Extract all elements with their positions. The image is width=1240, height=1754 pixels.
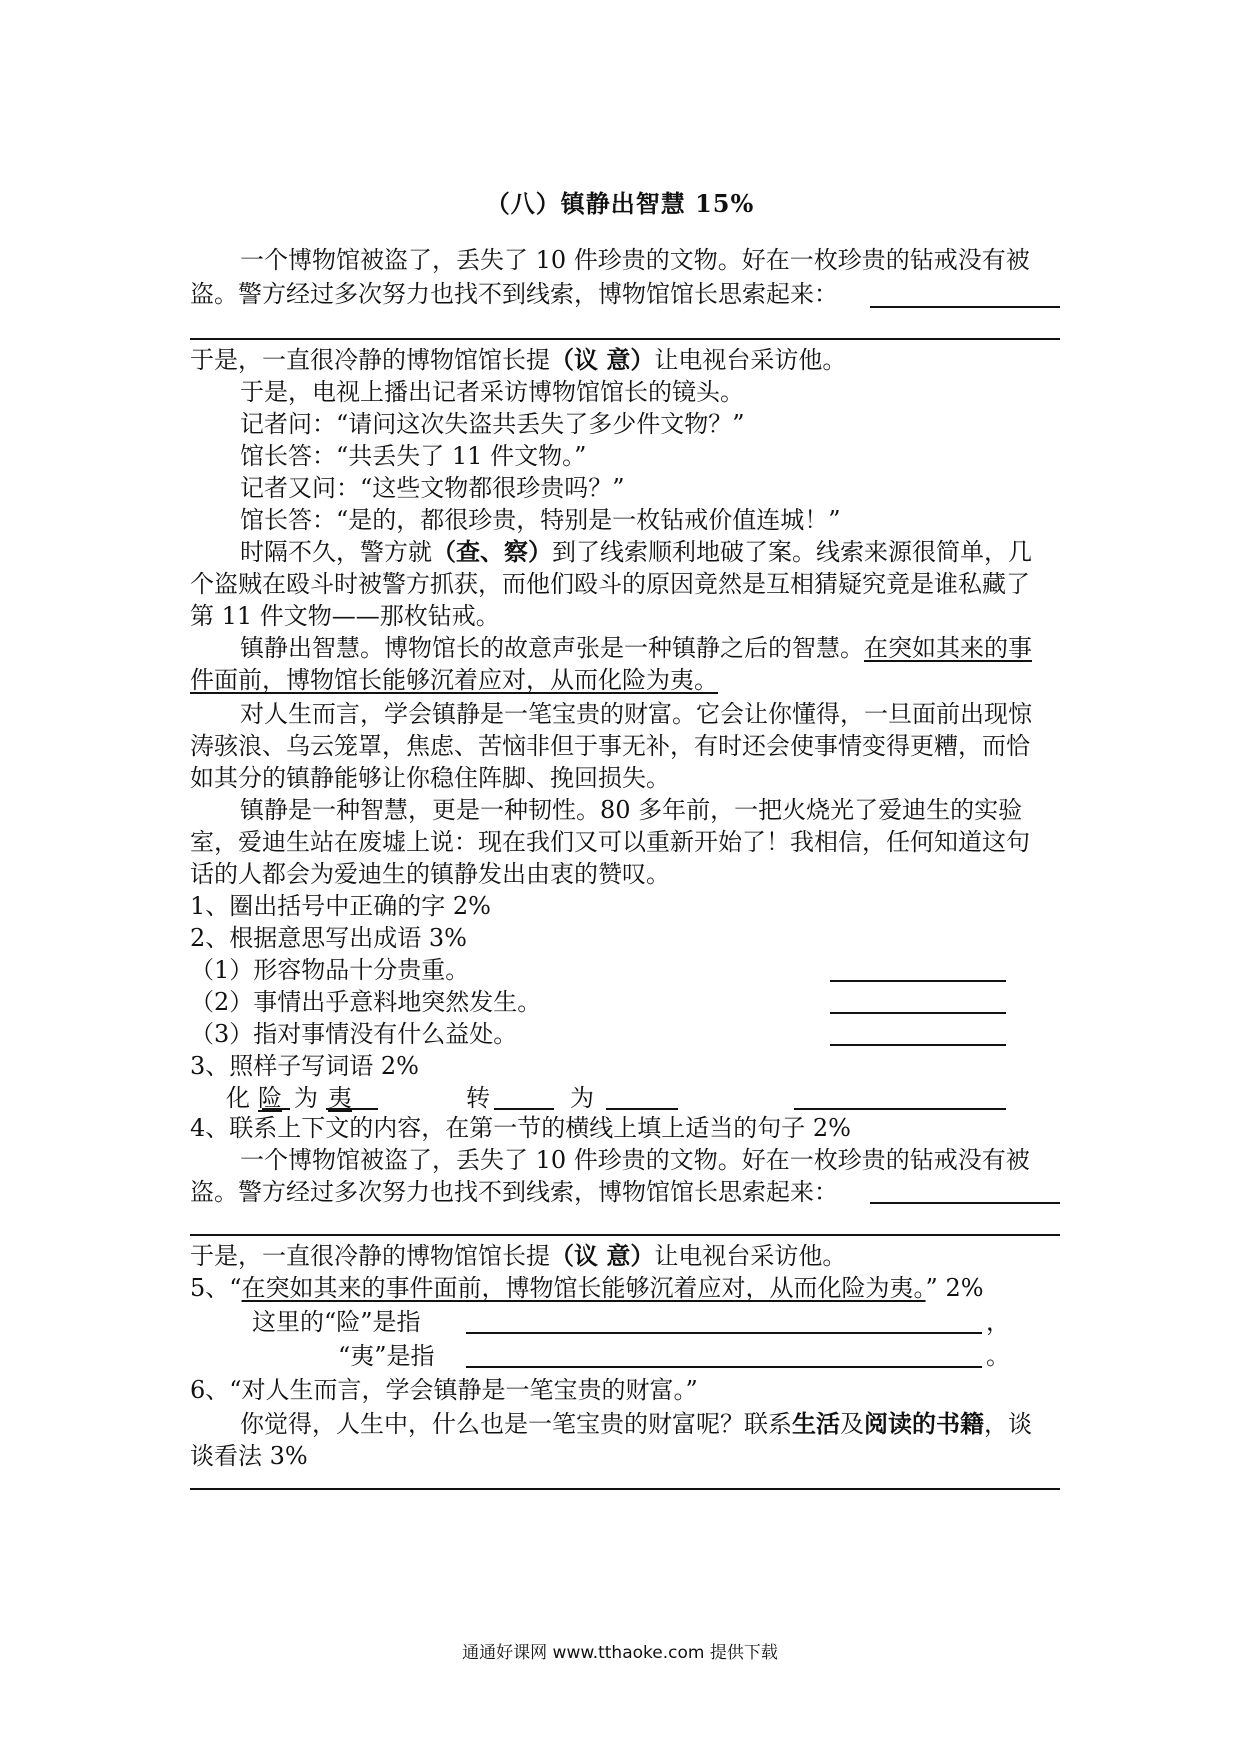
answer-blank[interactable] xyxy=(830,1044,1006,1046)
passage-line: 室，爱迪生站在废墟上说：现在我们又可以重新开始了！我相信，任何知道这句 xyxy=(190,828,1030,856)
answer-line[interactable] xyxy=(190,1234,1060,1236)
fill-word-wei: 为 xyxy=(570,1084,594,1112)
choice-bracket[interactable]: （议 意） xyxy=(550,345,655,374)
answer-blank[interactable] xyxy=(830,1012,1006,1014)
answer-line[interactable] xyxy=(190,338,1060,340)
passage-line: 镇静是一种智慧，更是一种韧性。80 多年前，一把火烧光了爱迪生的实验 xyxy=(240,796,1023,824)
question-4-line: 于是，一直很冷静的博物馆馆长提（议 意）让电视台采访他。 xyxy=(190,1241,847,1270)
passage-line: 盗。警方经过多次努力也找不到线索，博物馆馆长思索起来： xyxy=(190,280,838,308)
answer-blank[interactable] xyxy=(830,980,1006,982)
passage-line: 一个博物馆被盗了，丢失了 10 件珍贵的文物。好在一枚珍贵的钻戒没有被 xyxy=(240,246,1030,274)
choice-bracket[interactable]: （查、察） xyxy=(432,537,552,566)
underlined-sentence: 在突如其来的事 xyxy=(864,634,1032,662)
question-2: 2、根据意思写出成语 3% xyxy=(190,924,467,952)
answer-blank[interactable] xyxy=(466,1366,982,1368)
question-4: 4、联系上下文的内容，在第一节的横线上填上适当的句子 2% xyxy=(190,1114,851,1142)
answer-blank[interactable] xyxy=(606,1108,678,1110)
question-2-item-1: （1）形容物品十分贵重。 xyxy=(190,956,470,984)
passage-line: 记者问：“请问这次失盗共丢失了多少件文物？” xyxy=(240,410,745,438)
passage-line: 馆长答：“共丢失了 11 件文物。” xyxy=(240,442,587,470)
passage-line: 镇静出智慧。博物馆长的故意声张是一种镇静之后的智慧。在突如其来的事 xyxy=(240,634,1032,662)
question-5-part-b-end: 。 xyxy=(986,1342,1010,1370)
underline-mark xyxy=(262,1108,290,1110)
passage-line: 如其分的镇静能够让你稳住阵脚、挽回损失。 xyxy=(190,764,670,792)
question-5: 5、“在突如其来的事件面前，博物馆长能够沉着应对，从而化险为夷。” 2% xyxy=(190,1274,984,1302)
footer-source: 通通好课网 www.tthaoke.com 提供下载 xyxy=(462,1643,778,1663)
answer-blank[interactable] xyxy=(870,1202,1060,1204)
answer-blank[interactable] xyxy=(466,1332,982,1334)
underline-mark xyxy=(326,1108,378,1110)
fill-word-zhuan: 转 xyxy=(466,1084,490,1112)
passage-line: 馆长答：“是的，都很珍贵，特别是一枚钻戒价值连城！” xyxy=(240,506,841,534)
passage-line: 于是，一直很冷静的博物馆馆长提（议 意）让电视台采访他。 xyxy=(190,345,847,374)
example-word: 化 险 为 夷 xyxy=(226,1084,352,1112)
question-6: 6、“对人生而言，学会镇静是一笔宝贵的财富。” xyxy=(190,1376,698,1404)
underlined-sentence: 件面前，博物馆长能够沉着应对，从而化险为夷。 xyxy=(190,666,718,694)
question-1: 1、圈出括号中正确的字 2% xyxy=(190,892,491,920)
passage-line: 时隔不久，警方就（查、察）到了线索顺利地破了案。线索来源很简单，几 xyxy=(240,537,1032,566)
question-2-item-3: （3）指对事情没有什么益处。 xyxy=(190,1020,518,1048)
passage-line: 个盗贼在殴斗时被警方抓获，而他们殴斗的原因竟然是互相猜疑究竟是谁私藏了 xyxy=(190,570,1030,598)
question-5-part-a: 这里的“险”是指 xyxy=(252,1308,421,1336)
question-6-line: 谈看法 3% xyxy=(190,1442,308,1470)
passage-line: 涛骇浪、乌云笼罩，焦虑、苦恼非但于事无补，有时还会使事情变得更糟，而恰 xyxy=(190,732,1030,760)
passage-line xyxy=(190,664,718,696)
question-6-line: 你觉得，人生中，什么也是一笔宝贵的财富呢？联系生活及阅读的书籍，谈 xyxy=(240,1409,1032,1438)
answer-blank[interactable] xyxy=(794,1108,1006,1110)
passage-line: 对人生而言，学会镇静是一笔宝贵的财富。它会让你懂得，一旦面前出现惊 xyxy=(240,700,1032,728)
underlined-sentence: 在突如其来的事件面前，博物馆长能够沉着应对，从而化险为夷。 xyxy=(241,1274,926,1302)
question-4-line: 盗。警方经过多次努力也找不到线索，博物馆馆长思索起来： xyxy=(190,1178,838,1206)
question-5-part-b: “夷”是指 xyxy=(338,1342,435,1370)
answer-blank[interactable] xyxy=(870,306,1060,308)
passage-line: 话的人都会为爱迪生的镇静发出由衷的赞叹。 xyxy=(190,860,670,888)
question-4-line: 一个博物馆被盗了，丢失了 10 件珍贵的文物。好在一枚珍贵的钻戒没有被 xyxy=(240,1146,1030,1174)
passage-line: 第 11 件文物——那枚钻戒。 xyxy=(190,602,500,630)
passage-line: 记者又问：“这些文物都很珍贵吗？” xyxy=(240,474,625,502)
question-5-part-a-end: ， xyxy=(986,1308,1010,1336)
passage-line: 于是，电视上播出记者采访博物馆馆长的镜头。 xyxy=(240,378,744,406)
answer-line[interactable] xyxy=(190,1488,1060,1490)
question-2-item-2: （2）事情出乎意料地突然发生。 xyxy=(190,988,542,1016)
worksheet-title: （八）镇静出智慧 15% xyxy=(485,189,755,218)
question-3: 3、照样子写词语 2% xyxy=(190,1052,419,1080)
answer-blank[interactable] xyxy=(494,1108,554,1110)
